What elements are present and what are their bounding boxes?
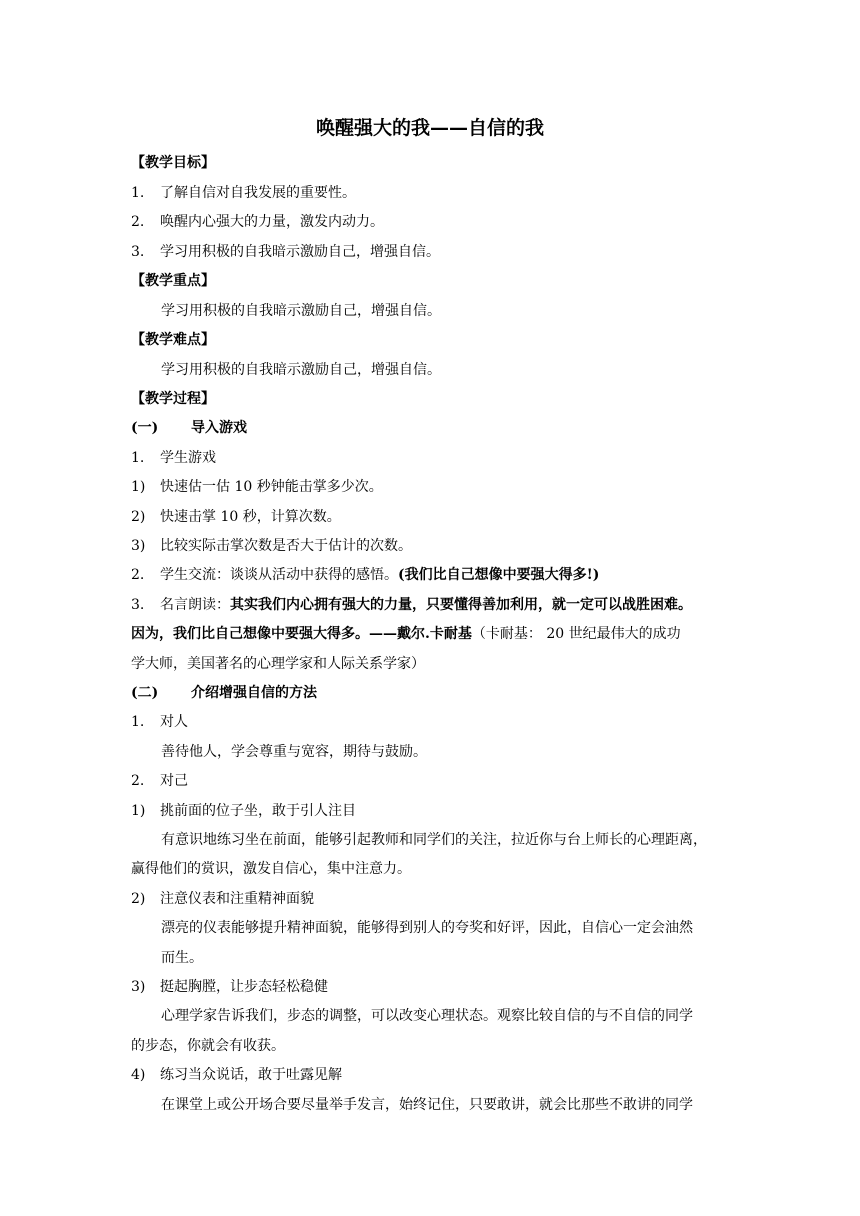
list-item — [131, 449, 216, 467]
list-item — [131, 566, 599, 584]
method-title: 练习当众说话，敢于吐露见解 — [160, 1067, 342, 1083]
method-item — [131, 802, 356, 820]
method-desc: 漂亮的仪表能够提升精神面貌，能够得到别人的夸奖和好评，因此，自信心一定会油然 — [161, 920, 693, 936]
method-item — [131, 890, 314, 908]
method-num: 2) — [131, 891, 146, 907]
method-desc: 赢得他们的赏识，激发自信心，集中注意力。 — [131, 861, 411, 877]
item-num: 1) — [131, 479, 146, 495]
method-desc: 在课堂上或公开场合要尽量举手发言，始终记住，只要敢讲，就会比那些不敢讲的同学 — [161, 1097, 693, 1113]
item-text: 学生游戏 — [160, 450, 216, 466]
quote-continuation — [131, 625, 681, 643]
goal-num: 1. — [131, 185, 145, 201]
list-item — [131, 478, 383, 496]
part2-heading — [131, 684, 317, 702]
method-item — [131, 978, 328, 996]
item-num: 2. — [131, 567, 145, 583]
list-item — [131, 508, 341, 526]
goal-num: 2. — [131, 214, 145, 230]
item-num: 2. — [131, 773, 145, 789]
list-item — [131, 772, 188, 790]
goal-item — [131, 243, 440, 261]
goal-item — [131, 213, 384, 231]
quote-line: 因为，我们比自己想像中要强大得多。——戴尔.卡耐基 — [131, 626, 472, 642]
item-text: 学生交流：谈谈从活动中获得的感悟。 — [160, 567, 398, 583]
goal-text: 学习用积极的自我暗示激励自己，增强自信。 — [160, 244, 440, 260]
method-num: 1) — [131, 803, 146, 819]
item-num: 1. — [131, 714, 145, 730]
method-title: 挑前面的位子坐，敢于引人注目 — [160, 803, 356, 819]
quote-note-continuation: 学大师，美国著名的心理学家和人际关系学家） — [131, 656, 425, 672]
method-item — [131, 1066, 342, 1084]
part1-heading — [131, 419, 247, 437]
item-text: 对人 — [160, 714, 188, 730]
item-text: 对己 — [160, 773, 188, 789]
method-desc: 有意识地练习坐在前面，能够引起教师和同学们的关注，拉近你与台上师长的心理距离， — [161, 832, 707, 848]
key-point-text: 学习用积极的自我暗示激励自己，增强自信。 — [161, 303, 441, 319]
item-text: 比较实际击掌次数是否大于估计的次数。 — [160, 538, 412, 554]
quote-lead: 名言朗读： — [160, 597, 230, 613]
goal-text: 了解自信对自我发展的重要性。 — [160, 185, 356, 201]
method-num: 4) — [131, 1067, 146, 1083]
list-item — [131, 596, 692, 614]
item-text: 快速击掌 10 秒，计算次数。 — [160, 509, 341, 525]
method-desc: 心理学家告诉我们，步态的调整，可以改变心理状态。观察比较自信的与不自信的同学 — [161, 1008, 693, 1024]
method-desc: 的步态，你就会有收获。 — [131, 1038, 285, 1054]
item-bold-text: (我们比自己想像中要强大得多!) — [398, 567, 600, 583]
process-heading: 【教学过程】 — [131, 391, 215, 407]
item-num: 3) — [131, 538, 146, 554]
method-num: 3) — [131, 979, 146, 995]
goals-heading: 【教学目标】 — [131, 155, 215, 171]
quote-note: （卡耐基： 20 世纪最伟大的成功 — [471, 626, 681, 642]
item-desc: 善待他人，学会尊重与宽容，期待与鼓励。 — [161, 744, 427, 760]
method-title: 挺起胸膛，让步态轻松稳健 — [160, 979, 328, 995]
item-num: 3. — [131, 597, 145, 613]
goal-num: 3. — [131, 244, 145, 260]
item-num: 2) — [131, 509, 146, 525]
method-desc: 而生。 — [161, 950, 203, 966]
quote-line: 其实我们内心拥有强大的力量，只要懂得善加利用，就一定可以战胜困难。 — [230, 597, 692, 613]
item-num: 1. — [131, 450, 145, 466]
goal-item — [131, 184, 356, 202]
part2-num: (二) — [131, 685, 159, 701]
key-point-heading: 【教学重点】 — [131, 273, 215, 289]
list-item — [131, 537, 412, 555]
part2-title: 介绍增强自信的方法 — [191, 685, 317, 701]
method-title: 注意仪表和注重精神面貌 — [160, 891, 314, 907]
list-item — [131, 713, 188, 731]
part1-num: (一) — [131, 420, 159, 436]
difficulty-heading: 【教学难点】 — [131, 332, 215, 348]
page-title: 唤醒强大的我——自信的我 — [315, 117, 544, 139]
item-text: 快速估一估 10 秒钟能击掌多少次。 — [160, 479, 383, 495]
difficulty-text: 学习用积极的自我暗示激励自己，增强自信。 — [161, 362, 441, 378]
goal-text: 唤醒内心强大的力量，激发内动力。 — [160, 214, 384, 230]
part1-title: 导入游戏 — [191, 420, 247, 436]
